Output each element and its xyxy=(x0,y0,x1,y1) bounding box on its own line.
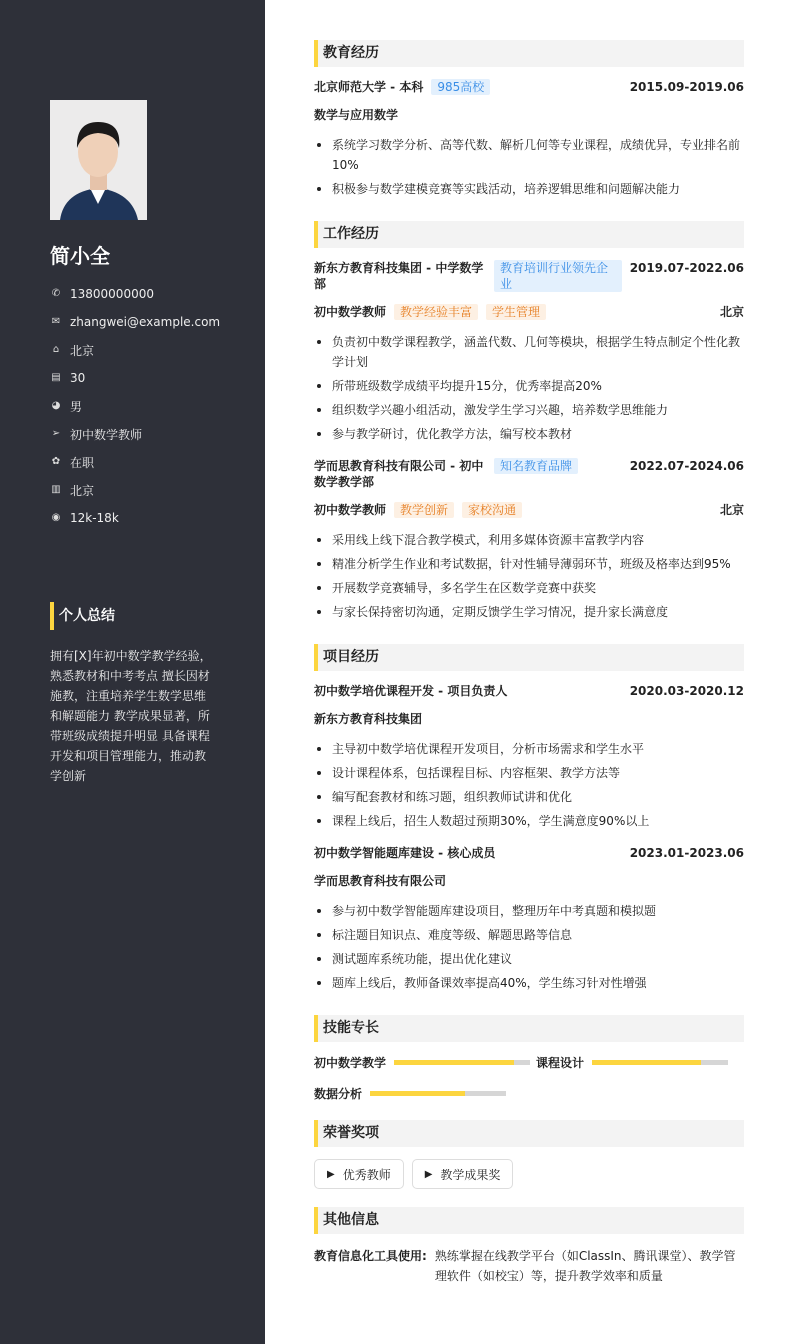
list-item: 主导初中数学培优课程开发项目，分析市场需求和学生水平 xyxy=(314,739,744,759)
date: 2022.07-2024.06 xyxy=(629,459,744,473)
play-icon: ▶ xyxy=(327,1168,335,1180)
skill-bar-fill xyxy=(592,1060,701,1065)
list-item: 负责初中数学课程教学，涵盖代数、几何等模块，根据学生特点制定个性化教学计划 xyxy=(314,332,744,372)
avatar xyxy=(50,100,147,220)
bullet-list xyxy=(314,332,744,444)
skill-bar xyxy=(394,1060,530,1065)
city: 北京 xyxy=(719,503,744,517)
tag: 985高校 xyxy=(431,79,490,95)
project-org: 学而思教育科技有限公司 xyxy=(314,874,447,888)
tag: 教学经验丰富 xyxy=(394,304,478,320)
main-content xyxy=(314,40,744,1286)
list-item: 测试题库系统功能，提出优化建议 xyxy=(314,949,744,969)
skill-name: 初中数学教学 xyxy=(314,1056,387,1070)
date: 2023.01-2023.06 xyxy=(629,846,744,860)
tag: 知名教育品牌 xyxy=(494,458,578,474)
date: 2019.07-2022.06 xyxy=(629,261,744,275)
phone-icon: ✆ xyxy=(51,288,61,299)
role: 初中数学教师 xyxy=(314,503,387,517)
status-icon: ✿ xyxy=(51,456,61,467)
bullet-list xyxy=(314,135,744,199)
salary-icon: ◉ xyxy=(51,512,61,523)
major: 数学与应用数学 xyxy=(314,108,399,122)
skill-name: 数据分析 xyxy=(314,1087,363,1101)
list-item: 标注题目知识点、难度等级、解题思路等信息 xyxy=(314,925,744,945)
info-value: 初中数学教师 xyxy=(70,427,143,442)
school: 北京师范大学 - 本科 xyxy=(314,80,424,94)
skill-name: 课程设计 xyxy=(536,1056,585,1070)
list-item: 编写配套教材和练习题，组织教师试讲和优化 xyxy=(314,787,744,807)
section-title: 技能专长 xyxy=(314,1015,744,1042)
info-row xyxy=(50,308,220,336)
award-label: 优秀教师 xyxy=(342,1167,391,1182)
list-item: 参与教学研讨，优化教学方法，编写校本教材 xyxy=(314,424,744,444)
list-item: 积极参与数学建模竞赛等实践活动，培养逻辑思维和问题解决能力 xyxy=(314,179,744,199)
list-item: 与家长保持密切沟通，定期反馈学生学习情况，提升家长满意度 xyxy=(314,602,744,622)
date: 2020.03-2020.12 xyxy=(629,684,744,698)
info-row xyxy=(50,280,220,308)
send-icon: ➢ xyxy=(51,428,61,439)
award-item xyxy=(412,1159,514,1189)
info-value: 12k-18k xyxy=(70,511,119,525)
skill xyxy=(314,1054,530,1071)
info-row xyxy=(50,420,220,448)
info-value: 男 xyxy=(70,399,83,414)
project-org: 新东方教育科技集团 xyxy=(314,712,423,726)
bullet-list xyxy=(314,739,744,831)
list-item: 参与初中数学智能题库建设项目，整理历年中考真题和模拟题 xyxy=(314,901,744,921)
info-row xyxy=(50,448,220,476)
section-title: 荣誉奖项 xyxy=(314,1120,744,1147)
mail-icon: ✉ xyxy=(51,316,61,327)
skill-bar-fill xyxy=(394,1060,514,1065)
company: 新东方教育科技集团 - 中学数学部 xyxy=(314,261,484,291)
project-name: 初中数学智能题库建设 - 核心成员 xyxy=(314,846,496,860)
list-item: 系统学习数学分析、高等代数、解析几何等专业课程，成绩优异，专业排名前10% xyxy=(314,135,744,175)
list-item: 开展数学竞赛辅导，多名学生在区数学竞赛中获奖 xyxy=(314,578,744,598)
skill-bar xyxy=(370,1091,506,1096)
section-title: 教育经历 xyxy=(314,40,744,67)
skill xyxy=(314,1085,506,1102)
tag: 学生管理 xyxy=(486,304,546,320)
award-item xyxy=(314,1159,404,1189)
skill-bar xyxy=(592,1060,728,1065)
bullet-list xyxy=(314,530,744,622)
project-name: 初中数学培优课程开发 - 项目负责人 xyxy=(314,684,508,698)
age-icon: ▤ xyxy=(51,372,61,383)
role: 初中数学教师 xyxy=(314,305,387,319)
other-value: 熟练掌握在线教学平台（如ClassIn、腾讯课堂）、教学管理软件（如校宝）等，提升教学效率和质量 xyxy=(434,1249,736,1283)
tag: 家校沟通 xyxy=(462,502,522,518)
list-item: 组织数学兴趣小组活动，激发学生学习兴趣，培养数学思维能力 xyxy=(314,400,744,420)
bullet-list xyxy=(314,901,744,993)
list-item: 课程上线后，招生人数超过预期30%，学生满意度90%以上 xyxy=(314,811,744,831)
tag: 教育培训行业领先企业 xyxy=(494,260,622,292)
info-row xyxy=(50,504,220,532)
home-icon: ⌂ xyxy=(52,344,60,355)
summary-text: 拥有[X]年初中数学教学经验，熟悉教材和中考考点 擅长因材施教，注重培养学生数学思维和解题能力 教学成果显著，所带班级成绩提升明显 具备课程开发和项目管理能力，推动教学创新 xyxy=(50,649,212,783)
info-row xyxy=(50,364,220,392)
section-title: 工作经历 xyxy=(314,221,744,248)
gender-icon: ◕ xyxy=(51,400,61,411)
info-value: 30 xyxy=(70,371,86,385)
date: 2015.09-2019.06 xyxy=(629,80,744,94)
building-icon: ▥ xyxy=(51,484,61,495)
list-item: 采用线上线下混合教学模式，利用多媒体资源丰富教学内容 xyxy=(314,530,744,550)
info-row xyxy=(50,476,220,504)
info-row xyxy=(50,392,220,420)
other-label: 教育信息化工具使用: xyxy=(314,1249,427,1263)
play-icon: ▶ xyxy=(424,1168,433,1180)
company: 学而思教育科技有限公司 - 初中数学教学部 xyxy=(314,459,484,489)
profile-name: 简小全 xyxy=(50,244,110,268)
info-value: 在职 xyxy=(70,455,95,470)
summary-title: 个人总结 xyxy=(50,602,115,630)
info-value: zhangwei@example.com xyxy=(70,315,221,329)
city: 北京 xyxy=(719,305,744,319)
list-item: 精准分析学生作业和考试数据，针对性辅导薄弱环节，班级及格率达到95% xyxy=(314,554,744,574)
info-value: 13800000000 xyxy=(70,287,154,301)
info-value: 北京 xyxy=(70,483,95,498)
award-label: 教学成果奖 xyxy=(440,1167,501,1182)
contact-info xyxy=(50,280,220,532)
list-item: 所带班级数学成绩平均提升15分，优秀率提高20% xyxy=(314,376,744,396)
info-value: 北京 xyxy=(70,343,95,358)
section-title: 其他信息 xyxy=(314,1207,744,1234)
list-item: 设计课程体系，包括课程目标、内容框架、教学方法等 xyxy=(314,763,744,783)
list-item: 题库上线后，教师备课效率提高40%，学生练习针对性增强 xyxy=(314,973,744,993)
tag: 教学创新 xyxy=(394,502,454,518)
skill-bar-fill xyxy=(370,1091,465,1096)
section-title: 项目经历 xyxy=(314,644,744,671)
info-row xyxy=(50,336,220,364)
skill xyxy=(536,1054,728,1071)
sidebar xyxy=(0,0,265,1344)
